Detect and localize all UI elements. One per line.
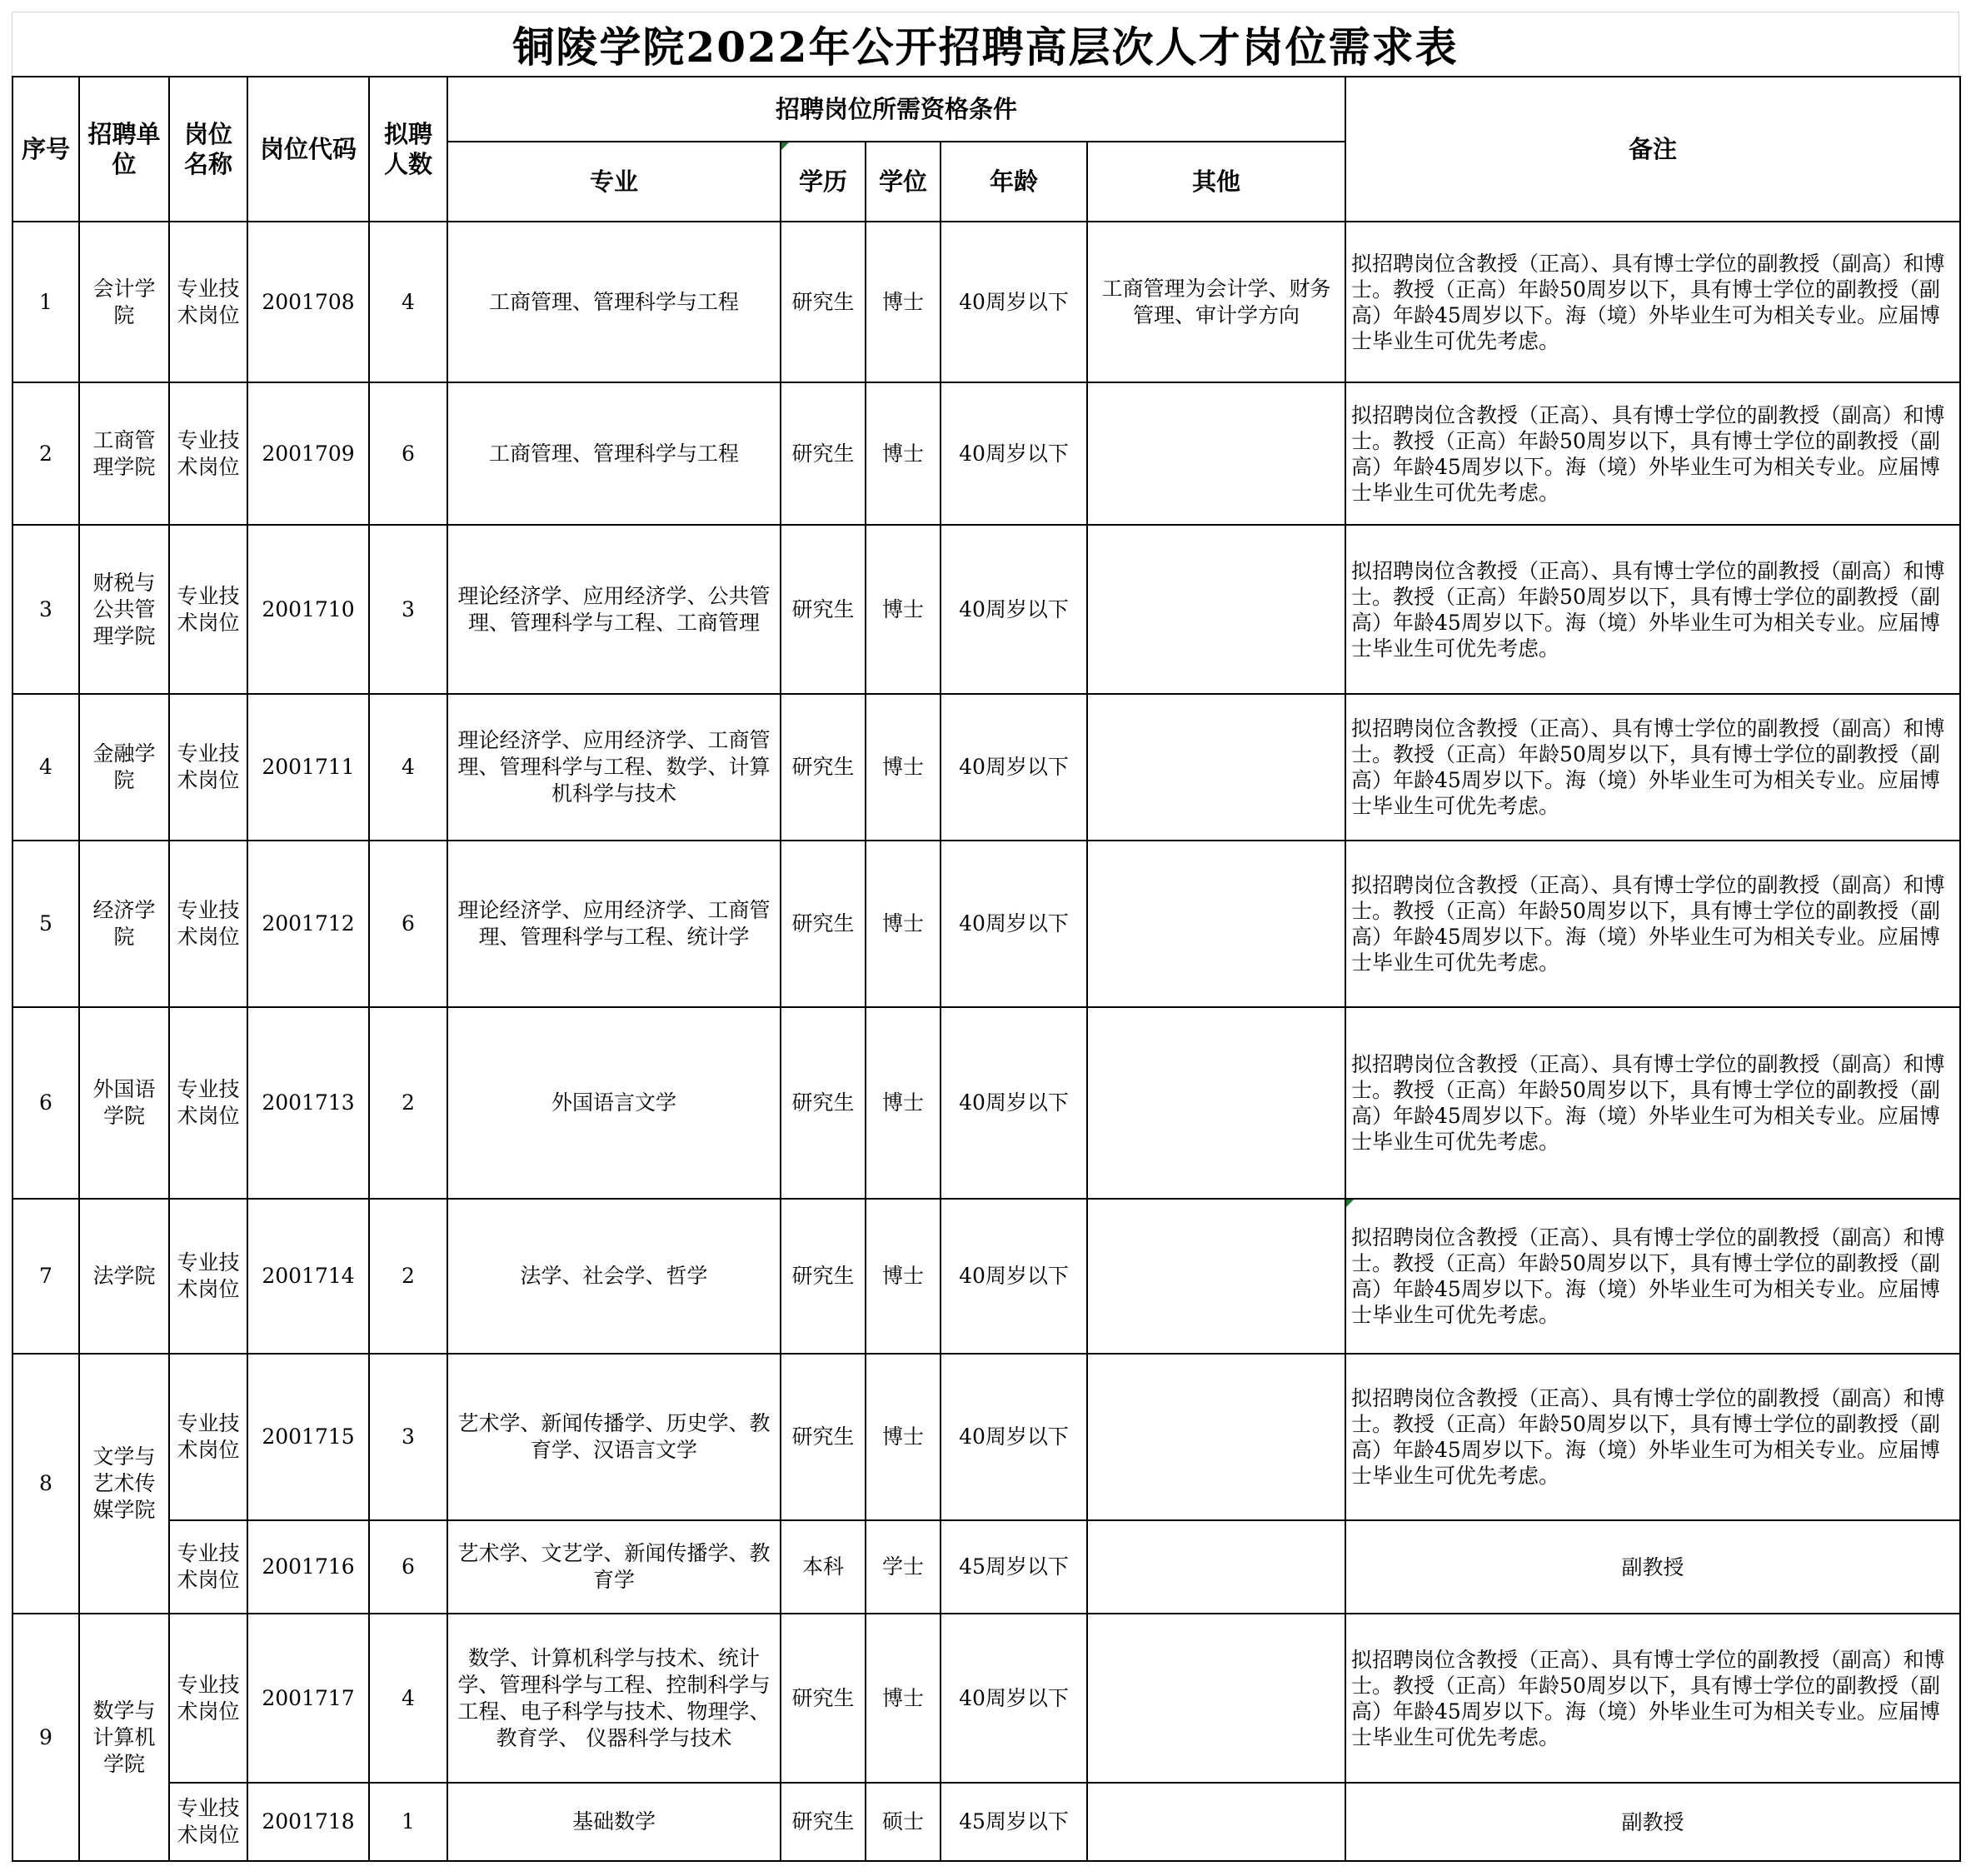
cell-remark: 副教授 — [1345, 1520, 1960, 1614]
cell-degree: 硕士 — [866, 1783, 941, 1861]
cell-post-name: 专业技术岗位 — [169, 1614, 247, 1783]
cell-count: 2 — [369, 1007, 447, 1199]
cell-age: 40周岁以下 — [941, 694, 1087, 841]
cell-post-name: 专业技术岗位 — [169, 222, 247, 382]
cell-education: 研究生 — [781, 1199, 866, 1354]
cell-age: 40周岁以下 — [941, 382, 1087, 525]
cell-age: 40周岁以下 — [941, 525, 1087, 694]
cell-post-code: 2001712 — [247, 841, 369, 1007]
header-other: 其他 — [1087, 142, 1345, 222]
cell-other: 工商管理为会计学、财务管理、审计学方向 — [1087, 222, 1345, 382]
cell-post-code: 2001713 — [247, 1007, 369, 1199]
cell-seq: 5 — [12, 841, 79, 1007]
cell-remark: 副教授 — [1345, 1783, 1960, 1861]
cell-unit: 文学与艺术传媒学院 — [79, 1354, 169, 1614]
cell-post-code: 2001718 — [247, 1783, 369, 1861]
cell-major: 艺术学、文艺学、新闻传播学、教育学 — [447, 1520, 781, 1614]
cell-major: 理论经济学、应用经济学、工商管理、管理科学与工程、统计学 — [447, 841, 781, 1007]
cell-education: 研究生 — [781, 694, 866, 841]
cell-other — [1087, 1783, 1345, 1861]
cell-education: 研究生 — [781, 1783, 866, 1861]
table-row — [12, 1007, 1960, 1199]
cell-post-name: 专业技术岗位 — [169, 1783, 247, 1861]
cell-other — [1087, 1614, 1345, 1783]
spreadsheet — [12, 12, 1959, 1864]
cell-other — [1087, 1199, 1345, 1354]
cell-other — [1087, 1354, 1345, 1520]
cell-other — [1087, 694, 1345, 841]
table-row — [12, 1354, 1960, 1520]
cell-degree: 博士 — [866, 841, 941, 1007]
cell-remark: 拟招聘岗位含教授（正高）、具有博士学位的副教授（副高）和博士。教授（正高）年龄50周岁以下，具有博士学位的副教授（副高）年龄45周岁以下。海（境）外毕业生可为相关专业。应届博士毕业生可优先考虑。 — [1345, 222, 1960, 382]
cell-other — [1087, 1007, 1345, 1199]
header-major: 专业 — [447, 142, 781, 222]
cell-post-code: 2001715 — [247, 1354, 369, 1520]
cell-remark: 拟招聘岗位含教授（正高）、具有博士学位的副教授（副高）和博士。教授（正高）年龄50周岁以下，具有博士学位的副教授（副高）年龄45周岁以下。海（境）外毕业生可为相关专业。应届博士毕业生可优先考虑。 — [1345, 1354, 1960, 1520]
cell-degree: 博士 — [866, 1614, 941, 1783]
table-row — [12, 222, 1960, 382]
cell-count: 3 — [369, 525, 447, 694]
cell-post-code: 2001710 — [247, 525, 369, 694]
cell-post-code: 2001711 — [247, 694, 369, 841]
cell-unit: 外国语学院 — [79, 1007, 169, 1199]
cell-remark: 拟招聘岗位含教授（正高）、具有博士学位的副教授（副高）和博士。教授（正高）年龄50周岁以下，具有博士学位的副教授（副高）年龄45周岁以下。海（境）外毕业生可为相关专业。应届博士毕业生可优先考虑。 — [1345, 382, 1960, 525]
cell-education: 研究生 — [781, 525, 866, 694]
cell-post-code: 2001714 — [247, 1199, 369, 1354]
cell-seq: 1 — [12, 222, 79, 382]
cell-count: 4 — [369, 694, 447, 841]
table-row — [12, 841, 1960, 1007]
cell-unit: 经济学院 — [79, 841, 169, 1007]
cell-remark: 拟招聘岗位含教授（正高）、具有博士学位的副教授（副高）和博士。教授（正高）年龄50周岁以下，具有博士学位的副教授（副高）年龄45周岁以下。海（境）外毕业生可为相关专业。应届博士毕业生可优先考虑。 — [1345, 1614, 1960, 1783]
cell-age: 40周岁以下 — [941, 1354, 1087, 1520]
cell-major: 基础数学 — [447, 1783, 781, 1861]
cell-count: 6 — [369, 382, 447, 525]
header-degree: 学位 — [866, 142, 941, 222]
header-education: 学历 — [781, 142, 866, 222]
cell-age: 40周岁以下 — [941, 222, 1087, 382]
cell-age: 45周岁以下 — [941, 1783, 1087, 1861]
cell-education: 研究生 — [781, 1354, 866, 1520]
cell-age: 45周岁以下 — [941, 1520, 1087, 1614]
cell-post-name: 专业技术岗位 — [169, 694, 247, 841]
cell-post-code: 2001708 — [247, 222, 369, 382]
cell-major: 外国语言文学 — [447, 1007, 781, 1199]
cell-seq: 9 — [12, 1614, 79, 1861]
cell-remark: 拟招聘岗位含教授（正高）、具有博士学位的副教授（副高）和博士。教授（正高）年龄50周岁以下，具有博士学位的副教授（副高）年龄45周岁以下。海（境）外毕业生可为相关专业。应届博士毕业生可优先考虑。 — [1345, 1007, 1960, 1199]
cell-remark: 拟招聘岗位含教授（正高）、具有博士学位的副教授（副高）和博士。教授（正高）年龄50周岁以下，具有博士学位的副教授（副高）年龄45周岁以下。海（境）外毕业生可为相关专业。应届博士毕业生可优先考虑。 — [1345, 694, 1960, 841]
header-seq: 序号 — [12, 77, 79, 222]
cell-post-name: 专业技术岗位 — [169, 1199, 247, 1354]
cell-seq: 4 — [12, 694, 79, 841]
cell-major: 艺术学、新闻传播学、历史学、教育学、汉语言文学 — [447, 1354, 781, 1520]
cell-remark: 拟招聘岗位含教授（正高）、具有博士学位的副教授（副高）和博士。教授（正高）年龄50周岁以下，具有博士学位的副教授（副高）年龄45周岁以下。海（境）外毕业生可为相关专业。应届博士毕业生可优先考虑。 — [1345, 525, 1960, 694]
table-row — [12, 1614, 1960, 1783]
cell-count: 6 — [369, 841, 447, 1007]
cell-post-name: 专业技术岗位 — [169, 1354, 247, 1520]
cell-age: 40周岁以下 — [941, 1614, 1087, 1783]
cell-other — [1087, 382, 1345, 525]
cell-seq: 6 — [12, 1007, 79, 1199]
cell-major: 法学、社会学、哲学 — [447, 1199, 781, 1354]
cell-count: 4 — [369, 1614, 447, 1783]
cell-post-code: 2001717 — [247, 1614, 369, 1783]
table-row — [12, 694, 1960, 841]
cell-major: 理论经济学、应用经济学、公共管理、管理科学与工程、工商管理 — [447, 525, 781, 694]
cell-degree: 博士 — [866, 1354, 941, 1520]
cell-degree: 博士 — [866, 694, 941, 841]
cell-education: 研究生 — [781, 841, 866, 1007]
cell-unit: 法学院 — [79, 1199, 169, 1354]
header-count: 拟聘人数 — [369, 77, 447, 222]
header-remark: 备注 — [1345, 77, 1960, 222]
header-post-code: 岗位代码 — [247, 77, 369, 222]
table-row — [12, 525, 1960, 694]
cell-unit: 数学与计算机学院 — [79, 1614, 169, 1861]
cell-degree: 博士 — [866, 525, 941, 694]
cell-other — [1087, 1520, 1345, 1614]
cell-degree: 博士 — [866, 382, 941, 525]
cell-degree: 博士 — [866, 222, 941, 382]
cell-age: 40周岁以下 — [941, 1007, 1087, 1199]
cell-remark: 拟招聘岗位含教授（正高）、具有博士学位的副教授（副高）和博士。教授（正高）年龄50周岁以下，具有博士学位的副教授（副高）年龄45周岁以下。海（境）外毕业生可为相关专业。应届博士毕业生可优先考虑。 — [1345, 1199, 1960, 1354]
cell-post-code: 2001709 — [247, 382, 369, 525]
cell-other — [1087, 841, 1345, 1007]
cell-seq: 8 — [12, 1354, 79, 1614]
cell-count: 4 — [369, 222, 447, 382]
recruitment-table — [12, 76, 1961, 1862]
cell-major: 理论经济学、应用经济学、工商管理、管理科学与工程、数学、计算机科学与技术 — [447, 694, 781, 841]
cell-degree: 博士 — [866, 1199, 941, 1354]
cell-count: 3 — [369, 1354, 447, 1520]
cell-count: 1 — [369, 1783, 447, 1861]
cell-count: 6 — [369, 1520, 447, 1614]
cell-age: 40周岁以下 — [941, 1199, 1087, 1354]
cell-unit: 财税与公共管理学院 — [79, 525, 169, 694]
cell-post-name: 专业技术岗位 — [169, 382, 247, 525]
cell-education: 本科 — [781, 1520, 866, 1614]
header-unit: 招聘单位 — [79, 77, 169, 222]
header-age: 年龄 — [941, 142, 1087, 222]
cell-post-name: 专业技术岗位 — [169, 525, 247, 694]
cell-post-code: 2001716 — [247, 1520, 369, 1614]
cell-major: 工商管理、管理科学与工程 — [447, 222, 781, 382]
cell-unit: 金融学院 — [79, 694, 169, 841]
cell-education: 研究生 — [781, 382, 866, 525]
cell-post-name: 专业技术岗位 — [169, 1520, 247, 1614]
cell-major: 数学、计算机科学与技术、统计学、管理科学与工程、控制科学与工程、电子科学与技术、物理学、教育学、 仪器科学与技术 — [447, 1614, 781, 1783]
table-row — [12, 382, 1960, 525]
table-row — [12, 1199, 1960, 1354]
cell-education: 研究生 — [781, 222, 866, 382]
header-qualification-group: 招聘岗位所需资格条件 — [447, 77, 1345, 142]
cell-post-name: 专业技术岗位 — [169, 841, 247, 1007]
cell-other — [1087, 525, 1345, 694]
cell-seq: 3 — [12, 525, 79, 694]
table-row — [12, 1783, 1960, 1861]
cell-seq: 7 — [12, 1199, 79, 1354]
cell-education: 研究生 — [781, 1007, 866, 1199]
cell-major: 工商管理、管理科学与工程 — [447, 382, 781, 525]
cell-degree: 学士 — [866, 1520, 941, 1614]
cell-count: 2 — [369, 1199, 447, 1354]
cell-unit: 工商管理学院 — [79, 382, 169, 525]
cell-age: 40周岁以下 — [941, 841, 1087, 1007]
cell-post-name: 专业技术岗位 — [169, 1007, 247, 1199]
cell-remark: 拟招聘岗位含教授（正高）、具有博士学位的副教授（副高）和博士。教授（正高）年龄50周岁以下，具有博士学位的副教授（副高）年龄45周岁以下。海（境）外毕业生可为相关专业。应届博士毕业生可优先考虑。 — [1345, 841, 1960, 1007]
table-title: 铜陵学院2022年公开招聘高层次人才岗位需求表 — [12, 12, 1959, 76]
table-row — [12, 1520, 1960, 1614]
cell-degree: 博士 — [866, 1007, 941, 1199]
header-post-name: 岗位名称 — [169, 77, 247, 222]
cell-education: 研究生 — [781, 1614, 866, 1783]
cell-seq: 2 — [12, 382, 79, 525]
cell-unit: 会计学院 — [79, 222, 169, 382]
